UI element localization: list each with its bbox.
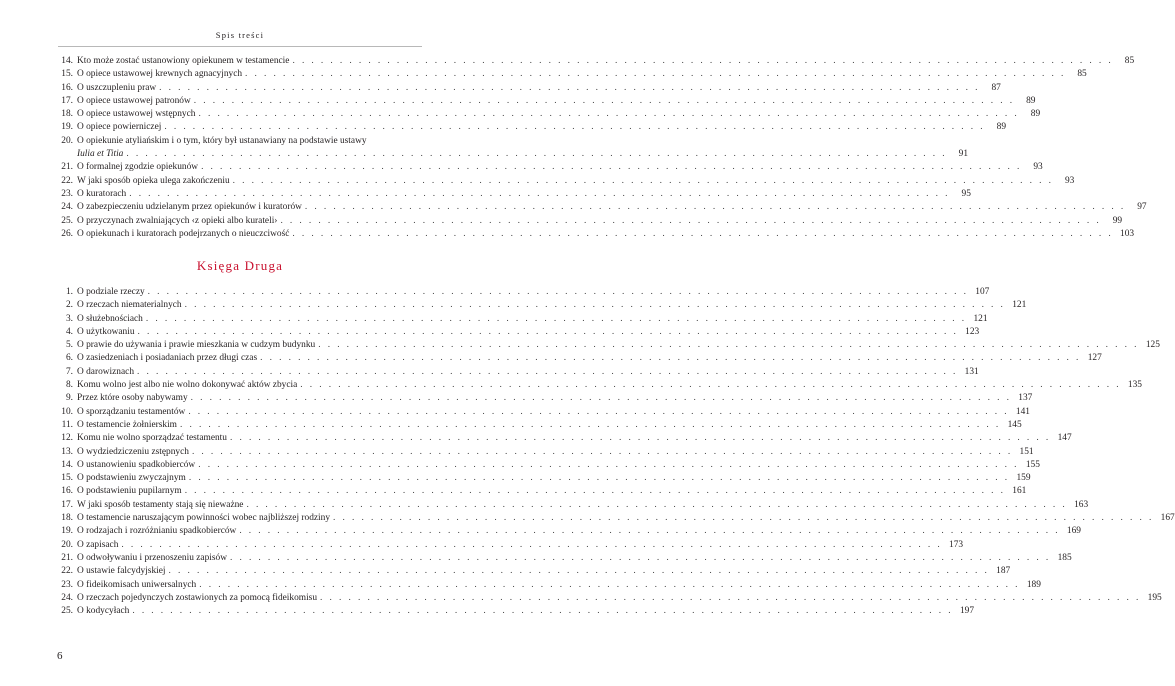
toc-entry-number: 15. [61, 473, 73, 484]
toc-entry-page: 173 [949, 539, 964, 550]
toc-entry-page: 123 [965, 326, 980, 337]
dot-leader [194, 95, 1015, 108]
dot-leader [126, 148, 947, 161]
toc-entry-page: 85 [1124, 56, 1135, 66]
toc-entry-number: 4. [65, 326, 73, 337]
toc-list-part1 [58, 55, 1147, 241]
toc-entry-page: 185 [1057, 552, 1072, 563]
toc-entry [58, 161, 1043, 174]
toc-entry-page: 107 [975, 287, 990, 297]
toc-entry [58, 121, 1007, 134]
dot-leader [164, 121, 985, 134]
toc-entry-page: 169 [1066, 526, 1081, 537]
toc-entry [58, 135, 969, 162]
toc-entry-page: 163 [1074, 499, 1089, 510]
toc-entry-page: 137 [1018, 393, 1033, 404]
running-head: Spis treści [215, 30, 265, 40]
toc-entry-title: O uszczupleniu praw [77, 82, 157, 93]
toc-entry-number: 2. [65, 300, 73, 311]
toc-entry-number: 25. [61, 606, 73, 617]
dot-leader [180, 419, 1001, 432]
toc-entry [58, 188, 971, 201]
toc-entry-title: O odwoływaniu i przenoszeniu zapisów [77, 552, 227, 563]
toc-entry-page: 135 [1127, 380, 1142, 391]
toc-entry-page: 161 [1012, 486, 1027, 497]
dot-leader [260, 352, 1081, 365]
toc-entry-number: 5. [65, 340, 73, 351]
toc-entry [58, 446, 1034, 459]
dot-leader [159, 82, 980, 95]
toc-entry-page: 121 [973, 313, 988, 324]
dot-leader [192, 446, 1013, 459]
toc-entry [58, 379, 1142, 392]
toc-entry-title: O sporządzaniu testamentów [77, 406, 186, 417]
toc-entry-number: 15. [61, 69, 73, 80]
toc-entry-title: O przyczynach zwalniających ‹z opieki albo kurateli› [77, 215, 278, 226]
toc-entry-page: 141 [1015, 406, 1030, 417]
toc-entry [58, 605, 974, 618]
toc-entry [58, 286, 990, 299]
toc-entry-title: O użytkowaniu [77, 326, 135, 337]
toc-entry-title: W jaki sposób testamenty stają się nieważne [77, 499, 244, 510]
toc-entry-title: O ustawie falcydyjskiej [77, 566, 166, 577]
toc-entry-number: 1. [65, 287, 73, 297]
toc-entry [58, 579, 1041, 592]
toc-entry-page: 89 [1030, 109, 1041, 120]
dot-leader [300, 379, 1121, 392]
toc-entry [58, 201, 1147, 214]
toc-entry-page: 187 [996, 566, 1011, 577]
toc-entry-number: 17. [61, 499, 73, 510]
toc-entry [58, 419, 1022, 432]
toc-entry-title: O rzeczach niematerialnych [77, 300, 182, 311]
toc-entry [58, 459, 1040, 472]
toc-entry-number: 8. [65, 380, 73, 391]
toc-entry-title: Komu nie wolno sporządzać testamentu [77, 433, 227, 444]
dot-leader [138, 326, 959, 339]
toc-entry [58, 392, 1033, 405]
toc-entry-page: 91 [958, 149, 969, 160]
dot-leader [189, 472, 1010, 485]
dot-leader [137, 366, 958, 379]
dot-leader [148, 286, 969, 299]
toc-entry-number: 14. [61, 459, 73, 470]
toc-entry-title: O zasiedzeniach i posiadaniach przez długi czas [77, 353, 258, 364]
toc-entry-number: 7. [65, 366, 73, 377]
toc-entry-title: O opiece powierniczej [77, 122, 162, 133]
toc-entry [58, 352, 1102, 365]
toc-entry [58, 339, 1160, 352]
toc-entry [58, 55, 1135, 68]
toc-entry-title-continuation: Iulia et Titia [77, 149, 124, 160]
toc-entry-title: O fideikomisach uniwersalnych [77, 579, 197, 590]
toc-entry-title: O opiece ustawowej krewnych agnacyjnych [77, 69, 243, 80]
toc-entry-page: 89 [996, 122, 1007, 133]
toc-entry-number: 18. [61, 513, 73, 524]
toc-entry [58, 525, 1081, 538]
toc-entry [58, 82, 1001, 95]
toc-entry-page: 99 [1112, 215, 1123, 226]
toc-entry-title: O zabezpieczeniu udzielanym przez opiekunów i kuratorów [77, 202, 302, 213]
dot-leader [121, 539, 942, 552]
toc-entry-number: 20. [61, 539, 73, 550]
toc-entry [58, 313, 988, 326]
toc-entry [58, 68, 1087, 81]
dot-leader [280, 215, 1101, 228]
toc-entry [58, 552, 1072, 565]
toc-entry-page: 159 [1016, 473, 1031, 484]
toc-entry [58, 512, 1175, 525]
toc-entry-number: 24. [61, 202, 73, 213]
toc-entry-title: W jaki sposób opieka ulega zakończeniu [77, 175, 230, 186]
dot-leader [199, 579, 1020, 592]
dot-leader [191, 392, 1012, 405]
header-rule [58, 46, 422, 47]
toc-entry-title: O opiece ustawowej wstępnych [77, 109, 196, 120]
toc-entry [58, 485, 1027, 498]
toc-entry-title: O testamencie żołnierskim [77, 419, 177, 430]
toc-entry [58, 299, 1027, 312]
dot-leader [318, 339, 1139, 352]
toc-entry-title: O wydziedziczeniu zstępnych [77, 446, 189, 457]
toc-entry [58, 366, 979, 379]
toc-entry-page: 127 [1087, 353, 1102, 364]
dot-leader [169, 565, 990, 578]
toc-entry-number: 19. [61, 526, 73, 537]
dot-leader [201, 161, 1022, 174]
toc-entry [58, 326, 980, 339]
toc-entry-number: 13. [61, 446, 73, 457]
dot-leader [305, 201, 1126, 214]
toc-entry-title: O zapisach [77, 539, 119, 550]
toc-entry-page: 93 [1033, 162, 1043, 173]
page-number: 6 [57, 650, 63, 662]
toc-entry-page: 131 [964, 366, 979, 377]
toc-entry-number: 14. [61, 56, 73, 66]
toc-entry-page: 89 [1026, 95, 1036, 106]
toc-entry-number: 10. [61, 406, 73, 417]
dot-leader [230, 432, 1051, 445]
toc-entry [58, 228, 1135, 241]
toc-entry-number: 16. [61, 82, 73, 93]
dot-leader [230, 552, 1051, 565]
toc-entry-number: 12. [61, 433, 73, 444]
toc-entry-page: 155 [1025, 459, 1040, 470]
toc-entry-page: 189 [1026, 579, 1041, 590]
toc-entry-title: O testamencie naruszającym powinności wobec najbliższej rodziny [77, 513, 331, 524]
toc-entry-page: 97 [1137, 202, 1147, 213]
dot-leader [129, 188, 950, 201]
toc-entry-title: O służebnościach [77, 313, 143, 324]
toc-entry [58, 108, 1041, 121]
toc-entry-page: 167 [1160, 513, 1175, 524]
dot-leader [245, 68, 1066, 81]
dot-leader [185, 299, 1006, 312]
dot-leader [320, 592, 1141, 605]
toc-entry-title: O opiekunach i kuratorach podejrzanych o nieuczciwość [77, 228, 290, 239]
toc-entry [58, 406, 1030, 419]
toc-entry-number: 22. [61, 175, 73, 186]
toc-entry-number: 11. [61, 419, 73, 430]
toc-entry-title: O opiekunie atyliańskim i o tym, który był ustanawiany na podstawie ustawy [77, 135, 367, 146]
dot-leader [188, 406, 1009, 419]
dot-leader [292, 55, 1113, 68]
toc-entry-number: 23. [61, 188, 73, 199]
toc-entry-page: 195 [1147, 592, 1162, 603]
toc-entry-title: O podstawieniu pupilarnym [77, 486, 182, 497]
dot-leader [146, 313, 967, 326]
toc-entry-title: O podziale rzeczy [77, 287, 145, 297]
toc-entry-page: 85 [1077, 69, 1087, 80]
toc-entry-title: O darowiznach [77, 366, 135, 377]
dot-leader [132, 605, 953, 618]
toc-entry [58, 175, 1075, 188]
toc-entry-title: Kto może zostać ustanowiony opiekunem w testamencie [77, 56, 290, 66]
toc-entry-page: 197 [959, 606, 974, 617]
toc-entry-number: 6. [65, 353, 73, 364]
toc-entry-page: 145 [1007, 419, 1022, 430]
toc-entry-page: 125 [1145, 340, 1160, 351]
toc-entry-number: 21. [61, 552, 73, 563]
toc-entry-title: O kuratorach [77, 188, 127, 199]
toc-entry [58, 592, 1162, 605]
toc-entry-page: 93 [1064, 175, 1075, 186]
toc-entry-page: 103 [1120, 228, 1135, 239]
dot-leader [233, 175, 1054, 188]
toc-entry-title: O rodzajach i rozróżnianiu spadkobierców [77, 526, 237, 537]
toc-entry [58, 565, 1011, 578]
toc-entry-page: 121 [1012, 300, 1027, 311]
toc-entry-number: 24. [61, 592, 73, 603]
toc-entry-number: 26. [61, 228, 73, 239]
toc-entry-number: 22. [61, 566, 73, 577]
toc-entry [58, 499, 1089, 512]
toc-entry-number: 18. [61, 109, 73, 120]
toc-entry-number: 23. [61, 579, 73, 590]
toc-entry [58, 95, 1036, 108]
toc-entry-number: 19. [61, 122, 73, 133]
toc-entry-page: 87 [991, 82, 1001, 93]
toc-entry-number: 3. [65, 313, 73, 324]
toc-entry-title: O opiece ustawowej patronów [77, 95, 191, 106]
toc-entry [58, 539, 964, 552]
toc-entry-title: O prawie do używania i prawie mieszkania w cudzym budynku [77, 340, 316, 351]
toc-entry-number: 20. [61, 135, 73, 146]
dot-leader [239, 525, 1060, 538]
toc-entry-title: O podstawieniu zwyczajnym [77, 473, 186, 484]
toc-entry-title: O rzeczach pojedynczych zostawionych za pomocą fideikomisu [77, 592, 318, 603]
toc-entry-title: Komu wolno jest albo nie wolno dokonywać aktów zbycia [77, 380, 298, 391]
dot-leader [198, 108, 1019, 121]
toc-entry [58, 215, 1123, 228]
toc-entry [58, 472, 1031, 485]
toc-entry-number: 25. [61, 215, 73, 226]
toc-entry-title: O kodycyłach [77, 606, 130, 617]
toc-entry-title: Przez które osoby nabywamy [77, 393, 188, 404]
toc-entry [58, 432, 1072, 445]
toc-entry-page: 151 [1019, 446, 1034, 457]
dot-leader [333, 512, 1154, 525]
toc-entry-number: 17. [61, 95, 73, 106]
dot-leader [246, 499, 1067, 512]
toc-entry-page: 95 [961, 188, 971, 199]
dot-leader [185, 485, 1006, 498]
toc-entry-number: 9. [65, 393, 73, 404]
toc-entry-number: 16. [61, 486, 73, 497]
dot-leader [292, 228, 1113, 241]
toc-entry-title: O formalnej zgodzie opiekunów [77, 162, 199, 173]
toc-entry-number: 21. [61, 162, 73, 173]
toc-entry-title: O ustanowieniu spadkobierców [77, 459, 196, 470]
toc-list-part2 [58, 286, 1175, 618]
toc-entry-page: 147 [1057, 433, 1072, 444]
book-title: Księga Druga [196, 258, 284, 273]
dot-leader [198, 459, 1019, 472]
